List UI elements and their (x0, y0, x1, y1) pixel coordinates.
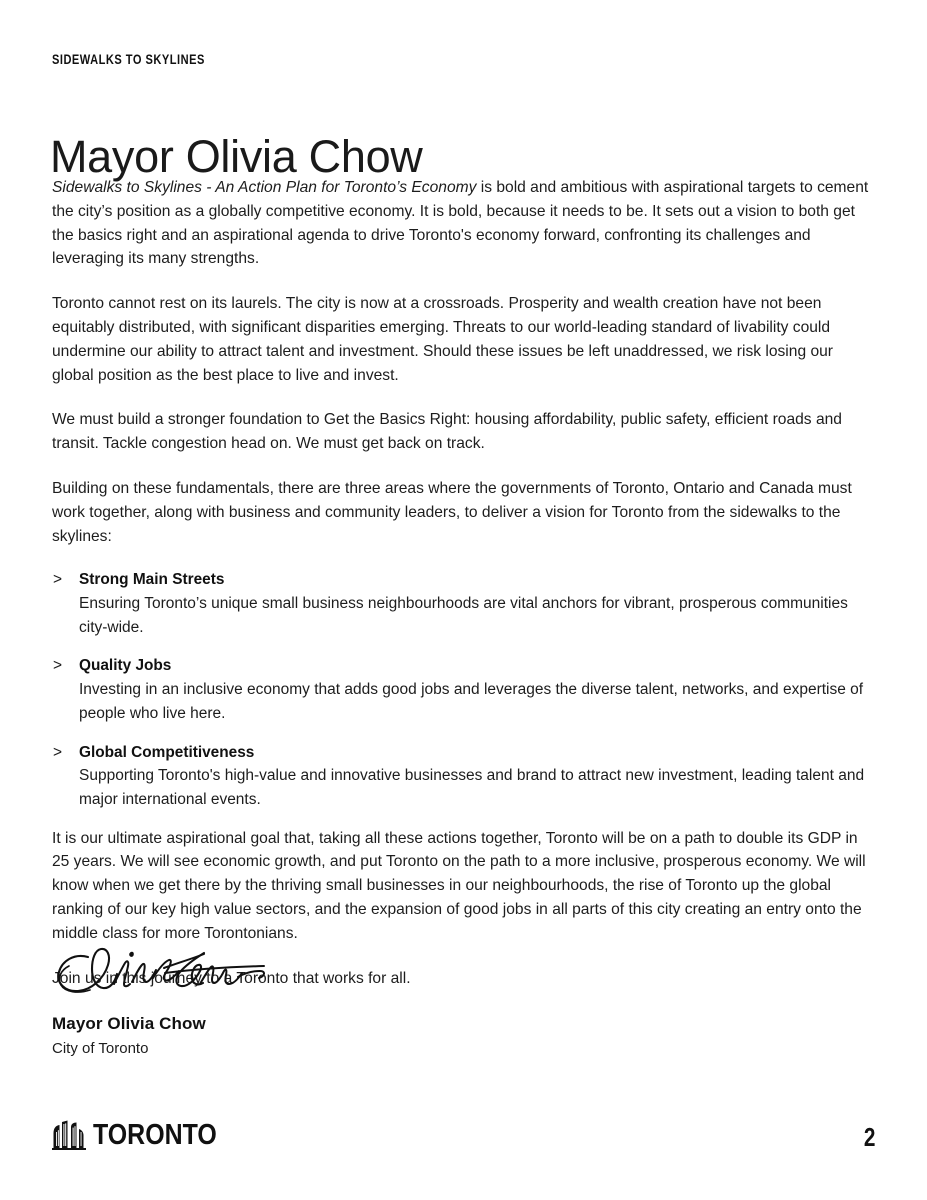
chevron-right-icon: > (53, 571, 63, 589)
list-item-description: Investing in an inclusive economy that adds good jobs and leverages the diverse talent, networks, and expertise of people who live here. (79, 680, 864, 722)
document-body (52, 176, 876, 1011)
list-item-heading: Quality Jobs (79, 657, 172, 675)
list-item-heading: Global Competitiveness (79, 743, 255, 761)
page-number: 2 (863, 1122, 875, 1152)
list-item (52, 741, 876, 812)
plan-title-italic: Sidewalks to Skylines - An Action Plan for Toronto’s Economy (52, 179, 477, 196)
priority-areas-list (52, 568, 876, 811)
chevron-right-icon: > (53, 657, 63, 675)
list-item-description: Supporting Toronto's high-value and innovative businesses and brand to attract new investment, leading talent and major international events. (79, 767, 865, 808)
running-header: SIDEWALKS TO SKYLINES (52, 52, 205, 67)
paragraph-aspirational-goal: It is our ultimate aspirational goal that, taking all these actions together, Toronto will be on a path to double its GDP in 25 years. We will see economic growth, and put Toronto on the path to a more inclusive, prosperous economy. We will know when we get there by the thriving small businesses in our neighbourhoods, the rise of Toronto up the global ranking of our key high value sectors, and the expansion of good jobs in all parts of this city creating an entry onto the middle class for more Torontonians. (52, 829, 866, 942)
toronto-city-hall-icon (52, 1120, 86, 1150)
paragraph-intro (52, 176, 876, 271)
page-title: Mayor Olivia Chow (50, 131, 423, 183)
paragraph-intro-rest: is bold and ambitious with aspirational targets to cement the city’s position as a globally competitive economy. It is bold, because it needs to be. It sets out a vision to both get the basics right and an aspirational agenda to drive Toronto's economy forward, confronting its challenges and leveraging its many strengths. (52, 179, 869, 268)
chevron-right-icon: > (53, 743, 63, 761)
toronto-wordmark: TORONTO (93, 1119, 217, 1151)
toronto-logo (52, 1120, 237, 1150)
signature-mark (52, 940, 302, 1002)
page-footer (52, 1120, 875, 1166)
list-item-description: Ensuring Toronto’s unique small business neighbourhoods are vital anchors for vibrant, prosperous communities city-wide. (79, 594, 848, 636)
list-item-heading: Strong Main Streets (79, 571, 225, 589)
paragraph-closing: Join us in this journey to a Toronto that works for all. (52, 969, 411, 987)
paragraph-basics: We must build a stronger foundation to Get the Basics Right: housing affordability, public safety, efficient roads and transit. Tackle congestion head on. We must get back on track. (52, 411, 842, 453)
paragraph-crossroads: Toronto cannot rest on its laurels. The city is now at a crossroads. Prosperity and wealth creation have not been equitably distributed, with significant disparities emerging. Threats to our world-leading standard of livability could undermine our ability to attract talent and investment. Should these issues be left unaddressed, we risk losing our global position as the best place to live and invest. (52, 295, 833, 384)
list-item (52, 568, 876, 639)
signatory-organization: City of Toronto (52, 1040, 149, 1057)
signature-block (52, 940, 452, 1057)
signatory-name: Mayor Olivia Chow (52, 1014, 206, 1033)
list-item (52, 654, 876, 725)
paragraph-three-areas: Building on these fundamentals, there are three areas where the governments of Toronto, Ontario and Canada must work together, along with business and community leaders, to deliver a vision for Toronto from the sidewalks to the skylines: (52, 479, 852, 545)
